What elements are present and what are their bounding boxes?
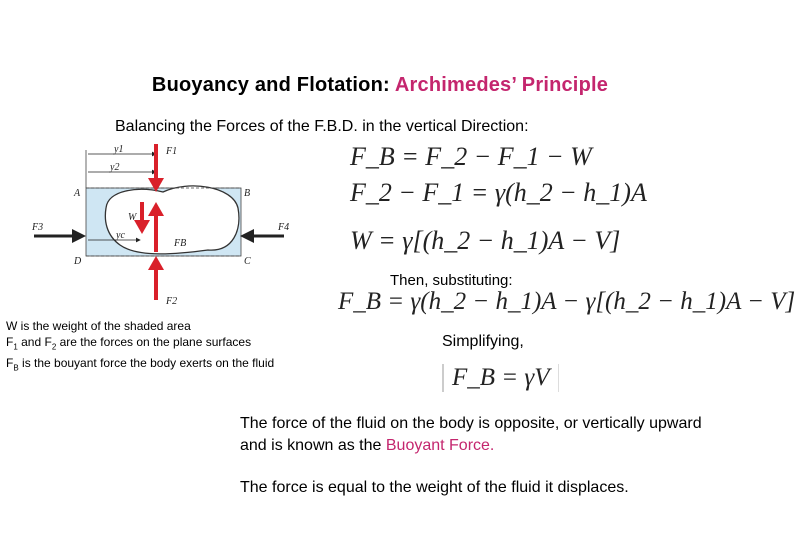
label-w: W: [128, 212, 137, 223]
title-accent: Archimedes’ Principle: [394, 74, 609, 96]
buoyant-force-explanation: The force of the fluid on the body is opposite, or vertically upward and is known as the Buoyant Force.: [240, 415, 702, 454]
label-yc: yc: [116, 230, 125, 241]
equation-weight: W = γ[(h_2 − h_1)A − V]: [350, 226, 621, 255]
then-substituting-label: Then, substituting:: [390, 272, 513, 289]
label-c: C: [244, 256, 251, 267]
free-body-diagram: [28, 140, 293, 306]
label-b: B: [244, 188, 251, 199]
note-plane-forces: $F_1$ and $F_2$ are the forces on the plane surfaces: [6, 335, 252, 352]
equation-substituted: F_B = γ(h_2 − h_1)A − γ[(h_2 − h_1)A − V]: [338, 288, 795, 315]
title-main: Buoyancy and Flotation:: [151, 74, 395, 96]
label-y2: y2: [110, 162, 120, 173]
note-buoyant-force: $F_B$ is the bouyant force the body exerts on the fluid: [6, 356, 275, 373]
buoyant-force-term: Buoyant Force.: [385, 437, 495, 454]
label-f1: F1: [166, 146, 178, 157]
body-shape: [105, 186, 239, 254]
slide-title: [0, 74, 760, 97]
label-f3: F3: [32, 222, 44, 233]
label-f4: F4: [278, 222, 290, 233]
f2-arrow: [148, 256, 164, 300]
equation-f2-minus-f1: F_2 − F_1 = γ(h_2 − h_1)A: [350, 178, 647, 207]
equation-buoyant-force: F_B = γV: [442, 364, 559, 392]
simplifying-label: Simplifying,: [442, 333, 524, 350]
equation-fb-balance: F_B = F_2 − F_1 − W: [350, 142, 592, 171]
label-d: D: [74, 256, 82, 267]
label-a: A: [74, 188, 81, 199]
note-weight: W is the weight of the shaded area: [6, 319, 191, 333]
label-y1: y1: [114, 144, 124, 155]
f1-arrow: [148, 144, 164, 192]
displacement-statement: The force is equal to the weight of the fluid it displaces.: [240, 479, 629, 496]
label-f2: F2: [166, 296, 178, 307]
label-fb: FB: [174, 238, 187, 249]
diagram-notes: [6, 318, 274, 377]
slide-subtitle: Balancing the Forces of the F.B.D. in the vertical Direction:: [115, 118, 529, 135]
